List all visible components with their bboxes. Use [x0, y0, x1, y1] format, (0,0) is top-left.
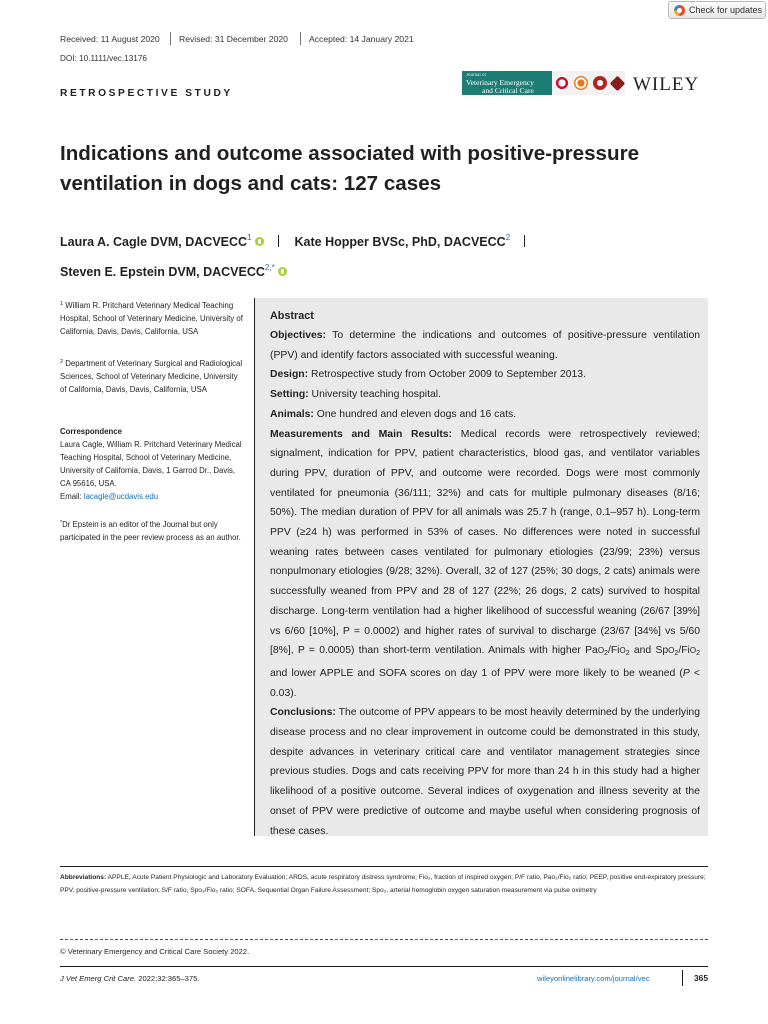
- journal-logo: [462, 71, 552, 95]
- header-divider: [170, 32, 171, 45]
- small-cap-o: O: [668, 646, 675, 656]
- author-affiliation-marker[interactable]: 2: [505, 233, 511, 242]
- section-text: The outcome of PPV appears to be most heavily determined by the underlying disease process and no clear improvement in outcome could be demonstrated in this study, despite advances in veterinary critical care and ventilator management strategies since previous studies. Dogs and cats receiving PPV for more than 24 h in this study had a higher likelihood of a positive outcome. Several indices of oxygenation and illness severity at the onset of PPV were predictive of outcome and maybe useful when considering prognosis of these cases.: [270, 707, 700, 837]
- revised-date: Revised: 31 December 2020: [179, 34, 288, 44]
- section-label: Conclusions:: [270, 707, 336, 719]
- correspondence-heading: Correspondence: [60, 427, 122, 436]
- section-text: To determine the indications and outcomes of positive-pressure ventilation (PPV) and identify factors associated with successful weaning.: [270, 330, 700, 361]
- section-label: Setting:: [270, 389, 309, 401]
- article-title: Indications and outcome associated with positive-pressure ventilation in dogs and cats: 127 cases: [60, 142, 640, 195]
- page-number: 365: [694, 973, 708, 983]
- journal-logo-line1: Journal of: [466, 73, 487, 78]
- italic-p: P: [682, 667, 690, 679]
- abbreviations-text: APPLE, Acute Patient Physiologic and Laboratory Evaluation; ARDS, acute respiratory distress syndrome; Fio₂, fraction of inspired oxygen; P/F ratio, Pao₂/Fio₂ ratio; PEEP, positive end-expiratory pressure; PPV, positive-pressure ventilation; S/F ratio, Spo₂/Fio₂ ratio; SOFA, Sequential Organ Failure Assessment; Spo₂, arterial hemoglobin oxygen saturation measurement via pulse oximetry: [60, 874, 706, 894]
- section-text: and lower APPLE and SOFA scores on day 1 of PPV were more likely to be weaned (: [270, 667, 683, 679]
- editor-note: [60, 517, 245, 544]
- society-seal-icon: [609, 75, 625, 91]
- abstract-conclusions: [270, 703, 700, 841]
- check-for-updates-button[interactable]: [668, 1, 766, 19]
- crossmark-icon: [674, 5, 685, 16]
- affiliation-marker: 2: [60, 359, 64, 365]
- footer-rule: [60, 966, 708, 967]
- affiliation-marker: 1: [60, 301, 64, 307]
- journal-logo-line2: Veterinary Emergency: [466, 78, 534, 87]
- page-number-divider: [682, 970, 683, 986]
- subscript: 2: [674, 650, 679, 658]
- affiliation-text: William R. Pritchard Veterinary Medical Teaching Hospital, School of Veterinary Medicine, University of California, Davis, Davis, California, USA: [60, 301, 243, 336]
- small-cap-o: O: [689, 646, 697, 656]
- society-seal-icon: [555, 76, 569, 90]
- journal-url-link[interactable]: wileyonlinelibrary.com/journal/vec: [537, 974, 650, 983]
- correspondence-text: Laura Cagle, William R. Pritchard Veterinary Medical Teaching Hospital, School of Veterinary Medicine, University of California, Davis, 1 Garrod Dr., Davis, CA 95616, USA.: [60, 440, 242, 488]
- society-seal-icon: [593, 76, 607, 90]
- orcid-icon[interactable]: [255, 237, 264, 246]
- abstract-design: [270, 365, 700, 385]
- received-date: Received: 11 August 2020: [60, 34, 160, 44]
- section-label: Measurements and Main Results:: [270, 428, 453, 440]
- section-label: Design:: [270, 369, 309, 381]
- editor-note-text: Dr Epstein is an editor of the Journal but only participated in the peer review process as an author.: [60, 520, 241, 542]
- abstract-setting: [270, 385, 700, 405]
- subscript: 2: [604, 650, 608, 658]
- abstract-animals: [270, 405, 700, 425]
- section-text: /Fi: [678, 645, 690, 657]
- society-seals: [553, 71, 625, 95]
- author-separator: [278, 235, 279, 247]
- affiliation-text: Department of Veterinary Surgical and Radiological Sciences, School of Veterinary Medicine, University of California, Davis, Davis, California, USA: [60, 359, 243, 394]
- author-list: [60, 225, 541, 285]
- citation-details: 2022;32:365–375.: [136, 974, 200, 983]
- author-name: Kate Hopper BVSc, PhD, DACVECC: [294, 235, 506, 249]
- dashed-divider: [60, 939, 708, 940]
- doi: DOI: 10.1111/vec.13176: [60, 54, 147, 63]
- abbreviations-rule: [60, 866, 708, 867]
- small-cap-o: O: [619, 646, 626, 656]
- abbreviations: [60, 872, 708, 897]
- section-label: Animals:: [270, 408, 314, 420]
- abstract-body: [270, 326, 700, 841]
- journal-citation: [60, 974, 199, 983]
- abstract-box: [254, 298, 708, 836]
- email-label: Email:: [60, 492, 84, 501]
- section-text: and Sp: [629, 645, 669, 657]
- section-text: /Fi: [607, 645, 620, 657]
- section-text: < 0.03).: [270, 667, 700, 699]
- abstract-results: [270, 425, 700, 704]
- header-divider: [300, 32, 301, 45]
- section-text: Medical records were retrospectively reviewed; signalment, indication for PPV, patient characteristics, blood gas, and ventilator variables during PPV, duration of PPV, and outcome were recorded. Dogs were most commonly ventilated for pneumonia (36/111; 32%) and cats for multiple pulmonary diseases (8/16; 50%). The median duration of PPV for all animals was 25.7 h (range, 0.1–957 h). Long-term PPV (≥24 h) was performed in 53% of cases. No differences were noted in successful weaning rates between cases ventilated for pulmonary etiologies (23/99; 23%) versus nonpulmonary etiologies (9/28; 32%). Overall, 32 of 127 (25%; 30 dogs, 2 cats) animals were successfully weaned from PPV and 28 of 127 (22%; 26 dogs, 2 cats) survived to hospital discharge. Long-term ventilation had a higher likelihood of successful weaning (26/67 [39%] vs 6/60 [10%], P = 0.0002) and higher rates of survival to discharge (23/67 [34%] vs 5/60 [8%], P = 0.0005) than short-term ventilation. Animals with higher Pa: [270, 428, 700, 657]
- journal-logo-line3: and Critical Care: [482, 86, 534, 95]
- journal-abbrev: J Vet Emerg Crit Care.: [60, 974, 137, 983]
- orcid-icon[interactable]: [278, 267, 287, 276]
- abstract-objectives: [270, 326, 700, 365]
- author-affiliation-marker[interactable]: 1: [247, 233, 252, 242]
- email-link[interactable]: lacagle@ucdavis.edu: [83, 492, 159, 501]
- section-label: Objectives:: [270, 330, 327, 341]
- author-name: Laura A. Cagle DVM, DACVECC: [60, 235, 248, 249]
- correspondence: [60, 425, 245, 503]
- subscript: 2: [625, 650, 630, 658]
- small-cap-o: O: [597, 646, 605, 656]
- section-text: Retrospective study from October 2009 to September 2013.: [308, 369, 586, 381]
- author-affiliation-marker[interactable]: 2,*: [264, 263, 275, 272]
- affiliation-1: [60, 298, 245, 338]
- section-text: University teaching hospital.: [308, 389, 441, 401]
- article-type: RETROSPECTIVE STUDY: [60, 88, 233, 99]
- abbreviations-label: Abbreviations:: [60, 874, 107, 881]
- accepted-date: Accepted: 14 January 2021: [309, 34, 414, 44]
- society-seal-icon: [574, 76, 588, 90]
- check-for-updates-label: Check for updates: [689, 5, 763, 15]
- abstract-heading: Abstract: [270, 310, 314, 322]
- subscript: 2: [696, 650, 700, 658]
- editor-note-marker: *: [60, 520, 63, 526]
- copyright: © Veterinary Emergency and Critical Care Society 2022.: [60, 947, 250, 956]
- affiliation-2: [60, 356, 245, 396]
- author-separator: [524, 235, 525, 247]
- section-text: One hundred and eleven dogs and 16 cats.: [313, 408, 517, 420]
- author-name: Steven E. Epstein DVM, DACVECC: [60, 265, 265, 279]
- publisher-logo: WILEY: [633, 74, 700, 95]
